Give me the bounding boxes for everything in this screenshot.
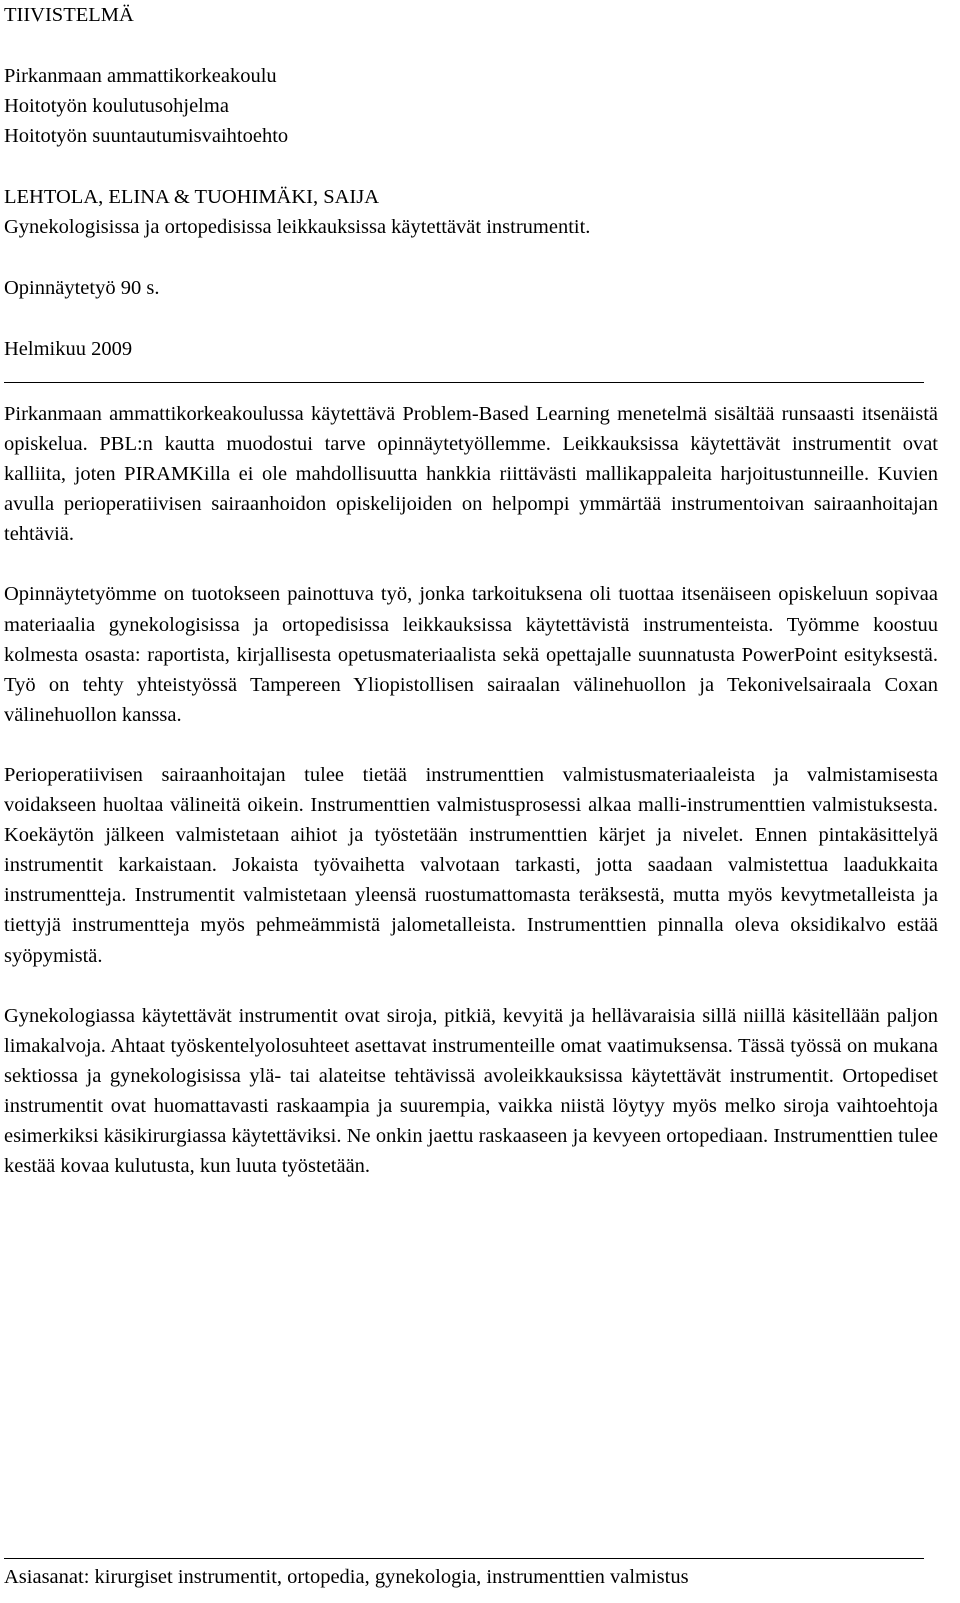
spacer	[4, 30, 938, 61]
header-divider	[4, 382, 924, 383]
abstract-paragraph-2: Opinnäytetyömme on tuotokseen painottuva työ, jonka tarkoituksena oli tuottaa itsenäiseen opiskeluun sopivaa materiaalia gynekologisissa ja ortopedisissa leikkauksissa käytettävistä instrumenteista. Työmme koostuu kolmesta osasta: raportista, kirjallisesta opetusmateriaalista sekä opettajalle suunnatusta PowerPoint esityksestä. Työ on tehty yhteistyössä Tampereen Yliopistollisen sairaalan välinehuollon ja Tekonivelsairaala Coxan välinehuollon kanssa.	[4, 583, 938, 726]
spacer	[4, 730, 938, 760]
abstract-paragraph-1: Pirkanmaan ammattikorkeakoulussa käytettävä Problem-Based Learning menetelmä sisältää runsaasti itsenäistä opiskelua. PBL:n kautta muodostui tarve opinnäytetyöllemme. Leikkauksissa käytettävät instrumentit ovat kalliita, joten PIRAMKilla ei ole mahdollisuutta hankkia riittävästi mallikappaleita harjoitustunneille. Kuvien avulla perioperatiivisen sairaanhoidon opiskelijoiden on helpompi ymmärtää instrumentoivan sairaanhoitajan tehtäviä.	[4, 403, 938, 546]
keywords: Asiasanat: kirurgiset instrumentit, ortopedia, gynekologia, instrumenttien valmistus	[4, 1566, 689, 1588]
spacer	[4, 303, 938, 334]
authors: LEHTOLA, ELINA & TUOHIMÄKI, SAIJA	[4, 186, 380, 208]
spacer	[4, 549, 938, 579]
abstract-paragraph-3: Perioperatiivisen sairaanhoitajan tulee tietää instrumenttien valmistusmateriaaleista ja valmistamisesta voidakseen huoltaa välineitä oikein. Instrumenttien valmistusprosessi alkaa malli-instrumenttien valmistuksesta. Koekäytön jälkeen valmistetaan aihiot ja työstetään instrumenttien kärjet ja nivelet. Ennen pintakäsittelyä instrumentit karkaistaan. Jokaista työvaihetta valvotaan tarkasti, jotta saadaan valmistettua laadukkaita instrumentteja. Instrumentit valmistetaan yleensä ruostumattomasta teräksestä, mutta myös kevytmetalleista ja tiettyjä instrumentteja myös pehmeämmistä jalometalleista. Instrumenttien pinnalla oleva oksidikalvo estää syöpymistä.	[4, 763, 938, 967]
abstract-paragraph-4: Gynekologiassa käytettävät instrumentit ovat siroja, pitkiä, kevyitä ja hellävaraisia sillä niillä käsitellään paljon limakalvoja. Ahtaat työskentelyolosuhteet asettavat instrumenteille omat vaatimuksensa. Tässä työssä on mukana sektiossa ja gynekologisissa ylä- tai alateitse tehtävissä avoleikkauksissa käytettävät instrumentit. Ortopediset instrumentit ovat huomattavasti raskaampia ja suurempia, vaikka niistä löytyy myös melko siroja vaihtoehtoja esimerkiksi käsikirurgiassa käytettäviksi. Ne onkin jaettu raskaaseen ja kevyeen ortopediaan. Instrumenttien tulee kestää kovaa kulutusta, kun luuta työstetään.	[4, 1004, 938, 1178]
page-heading: TIIVISTELMÄ	[4, 4, 134, 26]
keywords-divider	[4, 1558, 924, 1559]
date: Helmikuu 2009	[4, 338, 133, 360]
specialization-name: Hoitotyön suuntautumisvaihtoehto	[4, 125, 289, 147]
spacer	[4, 242, 938, 273]
spacer	[4, 151, 938, 182]
thesis-title: Gynekologisissa ja ortopedisissa leikkauksissa käytettävät instrumentit.	[4, 216, 591, 238]
abstract-page	[4, 0, 938, 1181]
spacer	[4, 971, 938, 1001]
school-name: Pirkanmaan ammattikorkeakoulu	[4, 65, 277, 87]
thesis-info: Opinnäytetyö 90 s.	[4, 277, 160, 299]
program-name: Hoitotyön koulutusohjelma	[4, 95, 229, 117]
